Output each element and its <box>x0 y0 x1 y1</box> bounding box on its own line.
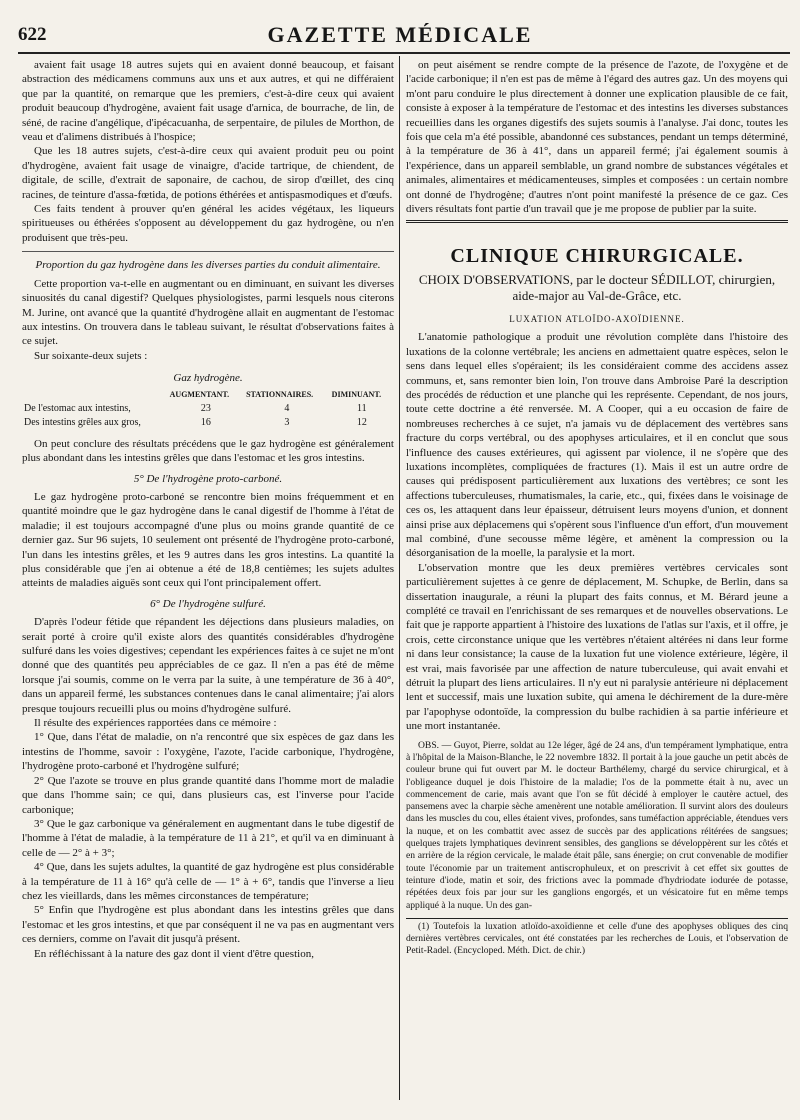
paragraph: avaient fait usage 18 autres sujets qui en avaient donné beaucoup, et faisant abstraction des médicamens communs aux uns et aux autres, et qui ne différaient que par la quantité, on remarque que les premiers, c'est-à-dire ceux qui avaient produit beaucoup d'hydrogène, avaient fait usage d'arnica, de bourrache, de lin, de séné, de racine d'angélique, d'ipécacuanha, de serpentaire, de pilules de Morthon, de veau et d'alimens distribués à l'hospice; <box>22 59 394 144</box>
paragraph: Que les 18 autres sujets, c'est-à-dire ceux qui avaient produit peu ou point d'hydrogène, avaient fait usage de vinaigre, d'acide tartrique, de chiendent, de digitale, de scille, d'extrait de saponaire, de cachou, de sirop d'œillet, des cinq racines, de teinture d'assa-fœtida, de potions éthérées et antispasmodiques et d'œufs. <box>22 145 394 201</box>
paragraph: On peut conclure des résultats précédens que le gaz hydrogène est généralement plus abondant dans les intestins grêles que dans l'estomac et les gros intestins. <box>22 437 394 465</box>
paragraph: 1° Que, dans l'état de maladie, on n'a rencontré que six espèces de gaz dans les intestins de l'homme, savoir : l'oxygène, l'azote, l'acide carbonique, l'hydrogène, l'hydrogène proto-carboné et l'hydrogène sulfuré; <box>22 731 394 773</box>
row-label: De l'estomac aux intestins, <box>24 402 131 414</box>
paragraph: En réfléchissant à la nature des gaz dont il vient d'être question, <box>34 947 314 960</box>
column-header: DIMINUANT. <box>331 389 382 399</box>
paragraph: 4° Que, dans les sujets adultes, la quantité de gaz hydrogène est plus considérable à la température de 11 à 16° qu'à celle de — 1° à + 6°, tandis que l'inverse a lieu chez les vieillards, dans les mêmes circonstances de température; <box>22 861 394 902</box>
table-row <box>22 402 394 416</box>
paragraph: L'anatomie pathologique a produit une révolution complète dans l'histoire des luxations de la colonne vertébrale; les anciens en admettaient quatre espèces, selon le sens dans lequel elles s'opéraient; ils les considéraient comme des accidens assez communs, et, sans remonter bien loin, l'on trouve dans Ambroise Paré la description des procédés de réduction et une planche qui les représente. Cependant, de nos jours, toute cette doctrine a été renversée. M. A Cooper, qui a eu occasion de faire de nombreuses recherches à ce sujet, n'a jamais vu de déplacement des vertèbres sans fracture du corps vertébral, ou des apophyses articulaires, et il en conclut que sous l'influence des causes extérieures, qui agissent par violence, il ne s'opère que des luxations incomplètes, compliquées de fractures (1). Mais il est un autre ordre de causes qui prédisposent particulièrement aux luxations des vertèbres; ce sont les affections tuberculeuses, rhumatismales, la carie, etc., qui, fixées dans le voisinage de ces os, les attaquent dans leur épaisseur, détruisent leurs moyens d'union, et donnent ainsi prise aux déplacemens qui s'opèrent sous l'influence d'un effort, d'un mouvement mal combiné, d'une secousse même légère, et amènent la compression ou la désorganisation de la moelle, la paralysie et la mort. <box>406 331 788 560</box>
article-byline: CHOIX D'OBSERVATIONS, par le docteur SÉDILLOT, chirurgien, aide-major au Val-de-Grâce, etc. <box>418 271 776 303</box>
paragraph: Le gaz hydrogène proto-carboné se rencontre bien moins fréquemment et en quantité moindre que le gaz hydrogène dans le canal digestif de l'homme à l'état de maladie; il est toujours accompagné d'une plus ou moins grande quantité de ce dernier gaz. Sur 96 sujets, 10 seulement ont présenté de l'hydrogène proto-carboné, l'un dans les intestins grêles, et les 9 autres dans les gros intestins. La quantité la plus considérable que j'en ai obtenue a été de 18,8 centièmes; les sujets adultes atteints de maladies aiguës sont ceux qui l'ont principalement offert. <box>22 490 394 590</box>
table-header-row <box>22 388 394 402</box>
row-label: Des intestins grêles aux gros, <box>24 417 141 429</box>
cell: 12 <box>356 417 367 429</box>
right-column <box>406 58 788 958</box>
paragraph: L'observation montre que les deux premières vertèbres cervicales sont particulièrement sujettes à ce genre de déplacement, M. Schupke, de Berlin, dans sa dissertation inaugurale, a réuni la plupart des faits connus, et M. Bérard jeune a complété ce travail en l'enrichissant de ses remarques et de nouvelles observations. Le fait que je rapporte appartient à l'histoire des luxations de l'atlas sur l'axis, et il offre, je crois, cette circonstance unique que les vertèbres n'étaient altérées ni dans leur forme ni dans leur consistance; la cause de la luxation fut une violence extérieure, légère, il est vrai, mais favorisée par une affection de nature tuberculeuse, qui avait envahi et détruit la plupart des liens articulaires. Il n'y eut ni paralysie antérieure ni déplacement lent et successif, mais une luxation subite, qui amena le déchirement de la dure-mère par l'apophyse odontoïde, la compression du bulbe rachidien à sa partie inférieure et une mort instantanée. <box>406 561 788 733</box>
section-rule <box>406 220 788 223</box>
cell: 16 <box>200 417 211 429</box>
paragraph: on peut aisément se rendre compte de la présence de l'azote, de l'oxygène et de l'acide carbonique; il n'en est pas de même à l'égard des autres gaz. Un des moyens qui m'ont paru conduire le plus directement à donner une explication plausible de ce fait, consiste à exposer à la température de l'estomac et des intestins les diverses substances recueillies dans les organes digestifs des sujets soumis à l'analyse. J'ai donc, toutes les fois que cela m'a été possible, abandonné ces substances, pendant un temps déterminé, à la température de 36 à 41°, dans un appareil fermé; j'ai également soumis à l'expérience, dans un appareil semblable, un grand nombre de substances végétales et animales, alimentaires et médicamenteuses, simples et composées : un certain nombre ont donné de l'hydrogène; d'autres n'ont point manifesté la présence de ce gaz. Ces divers résultats font partie d'un travail que je me propose de publier par la suite. <box>406 59 788 216</box>
paragraph: 3° Que le gaz carbonique va généralement en augmentant dans le tube digestif de l'homme à l'état de maladie, à la température de 11 à 21°, et qu'il va en diminuant à celle de — 2° à + 3°; <box>22 817 394 859</box>
paragraph: Ces faits tendent à prouver qu'en général les acides végétaux, les liqueurs spiritueuses ou éthérées s'opposent au développement du gaz hydrogène, ou n'en produisent que très-peu. <box>22 203 394 244</box>
observation-text: OBS. — Guyot, Pierre, soldat au 12e léger, âgé de 24 ans, d'un tempérament lymphatique, entra à l'hôpital de la Maison-Blanche, le 22 novembre 1832. Il portait à la joue gauche un petit abcès de couleur brune qui fut ouvert par M. le docteur Barthélemy, chargé du service chirurgical, et à l'obligeance duquel je dois l'histoire de la maladie; l'os de la pommette était à nu, avec un commencement de carie, mais avant que l'on se fût décidé à employer le cautère actuel, des pansemens avec la charpie sèche amenèrent une notable amélioration. Il survint alors des douleurs dans les muscles du cou, elles étaient vives, profondes, sans tuméfaction appréciable, étendues vers la nuque, et on les combattit avec assez de succès par des applications réitérées de sangsues; quelques trajets lymphatiques devinrent sensibles, des ganglions se développèrent sur les côtés et en arrière de la région cervicale, le malade était pâle, sans énergie; on crut convenable de modifier toute l'économie par un traitement antiscrophuleux, et on prescrivit à cet effet six gouttes de teinture d'iode, matin et soir, des frictions avec la pommade d'hydriodate iodurée de potasse, répétées deux fois par jour sur les ganglions engorgés, et un vésicatoire fut en même temps appliqué à la nuque. Un des gan- <box>406 739 788 911</box>
paragraph: 5° Enfin que l'hydrogène est plus abondant dans les intestins grêles que dans l'estomac et les gros intestins, et que par conséquent il ne va pas en augmentant vers ces derniers, comme on l'avait dit jusqu'à présent. <box>22 904 394 946</box>
page-header <box>0 10 800 47</box>
section-heading: 6° De l'hydrogène sulfuré. <box>150 597 266 610</box>
cell: 3 <box>284 417 290 429</box>
paragraph: D'après l'odeur fétide que répandent les déjections dans plusieurs maladies, on serait porté à croire qu'il existe alors des quantités considérables d'hydrogène sulfuré dans les voies digestives; cependant les expériences faites à ce sujet ne m'ont donné que des quantités peu appréciables de ce gaz. Il n'en a pas été de même lorsque j'ai soumis, comme on le verra par la suite, à une température de 36 à 40°, dans un appareil fermé, les substances contenues dans le canal alimentaire; j'ai alors presque toujours recueilli plus ou moins d'hydrogène sulfuré. <box>22 616 394 715</box>
journal-title: GAZETTE MÉDICALE <box>267 22 533 47</box>
paragraph: Sur soixante-deux sujets : <box>34 349 148 362</box>
cell: 4 <box>284 402 290 414</box>
page-number: 622 <box>18 24 47 45</box>
section-heading: 5° De l'hydrogène proto-carboné. <box>133 472 283 485</box>
paragraph: Il résulte des expériences rapportées dans ce mémoire : <box>34 717 277 730</box>
column-header: STATIONNAIRES. <box>246 389 314 399</box>
header-rule <box>18 52 790 54</box>
section-title: CLINIQUE CHIRURGICALE. <box>450 245 744 268</box>
cell: 11 <box>357 402 367 414</box>
gas-table <box>22 388 394 431</box>
left-column <box>22 58 394 961</box>
table-row <box>22 416 394 430</box>
paragraph: 2° Que l'azote se trouve en plus grande quantité dans l'homme mort de maladie que dans l'homme sain; ce qui, dans plusieurs cas, est l'inverse pour l'acide carbonique; <box>22 774 394 816</box>
paragraph: Cette proportion va-t-elle en augmentant ou en diminuant, en suivant les diverses sinuosités du canal digestif? Quelques physiologistes, parmi lesquels nous citerons M. Jurine, ont avancé que la quantité d'hydrogène allait en augmentant de l'estomac aux intestins. On trouvera dans le tableau suivant, le résultat d'observations faites à ce sujet. <box>22 277 394 348</box>
footnote: (1) Toutefois la luxation atloïdo-axoïdienne et celle d'une des apophyses obliques des cinq dernières vertèbres cervicales, ont été constatées par les recherches de Louis, et l'observation de Petit-Radel. (Encycloped. Méth. Dict. de chir.) <box>406 920 788 957</box>
table-title: Gaz hydrogène. <box>173 372 243 385</box>
column-header: AUGMENTANT. <box>169 389 230 399</box>
cell: 23 <box>200 402 211 414</box>
section-rule <box>22 251 394 252</box>
footnote-rule <box>406 918 788 919</box>
column-divider <box>399 56 400 1100</box>
article-subtitle: LUXATION ATLOÏDO-AXOÏDIENNE. <box>509 313 685 324</box>
section-heading: Proportion du gaz hydrogène dans les diverses parties du conduit alimentaire. <box>35 259 381 272</box>
